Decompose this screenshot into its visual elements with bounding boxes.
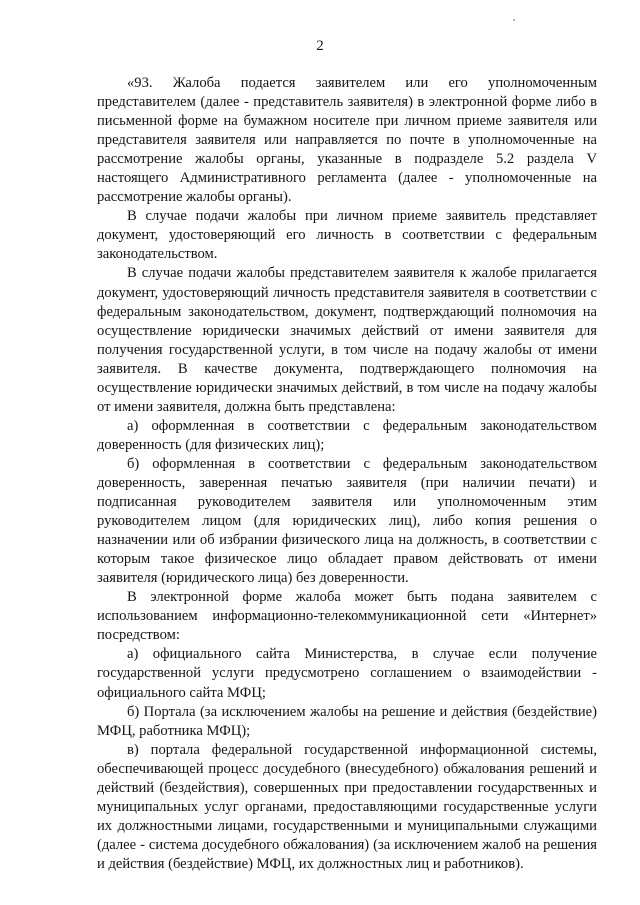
list-item-a-ministry-site: а) официального сайта Министерства, в случае если получение государственной услуги предусмотрено соглашением о взаимодействии - официального сайта МФЦ; bbox=[97, 646, 597, 701]
paragraph-electronic-submission: В электронной форме жалоба может быть подана заявителем с использованием информационно-телекоммуникационной сети «Интернет» посредством: bbox=[97, 589, 597, 644]
document-body bbox=[97, 74, 597, 874]
list-item-v-federal-portal: в) портала федеральной государственной информационной системы, обеспечивающей процесс досудебного (внесудебного) обжалования решений и действий (бездействия), совершенных при предоставлении государственных и муниципальных услуг органами, предоставляющими государственные услуги их должностными лицами, государственными и муниципальными служащими (далее - система досудебного обжалования) (за исключением жалоб на решения и действия (бездействие) МФЦ, их должностных лиц и работников). bbox=[97, 741, 597, 872]
paragraph-93-complaint-submission: «93. Жалоба подается заявителем или его уполномоченным представителем (далее - представитель заявителя) в электронной форме либо в письменной форме на бумажном носителе при личном приеме заявителя или представителя заявителя или направляется по почте в уполномоченные на рассмотрение жалобы органы, указанные в подразделе 5.2 раздела V настоящего Административного регламента (далее - уполномоченные на рассмотрение жалобы органы). bbox=[97, 75, 597, 206]
list-item-b-portal: б) Портала (за исключением жалобы на решение и действия (бездействие) МФЦ, работника МФЦ); bbox=[97, 703, 597, 739]
paragraph-personal-reception: В случае подачи жалобы при личном приеме заявитель представляет документ, удостоверяющий его личность в соответствии с федеральным законодательством. bbox=[97, 208, 597, 263]
list-item-a-power-of-attorney: а) оформленная в соответствии с федеральным законодательством доверенность (для физических лиц); bbox=[97, 417, 597, 453]
page-number: 2 bbox=[316, 38, 324, 54]
list-item-b-power-of-attorney-legal: б) оформленная в соответствии с федеральным законодательством доверенность, заверенная печатью заявителя (при наличии печати) и подписанная руководителем заявителя или уполномоченным этим руководителем лицом (для юридических лиц), либо копия решения о назначении или об избрании физического лица на должность, в соответствии с которым такое физическое лицо обладает правом действовать от имени заявителя (юридического лица) без доверенности. bbox=[97, 455, 597, 587]
scan-speck bbox=[513, 19, 515, 21]
paragraph-representative-documents: В случае подачи жалобы представителем заявителя к жалобе прилагается документ, удостоверяющий личность представителя заявителя в соответствии с федеральным законодательством, документ, подтверждающий полномочия на осуществление юридически значимых действий от имени заявителя для получения государственной услуги, в том числе на подачу жалобы от имени заявителя. В качестве документа, подтверждающего полномочия на осуществление юридически значимых действий, в том числе на подачу жалобы от имени заявителя, должна быть представлена: bbox=[97, 265, 597, 415]
